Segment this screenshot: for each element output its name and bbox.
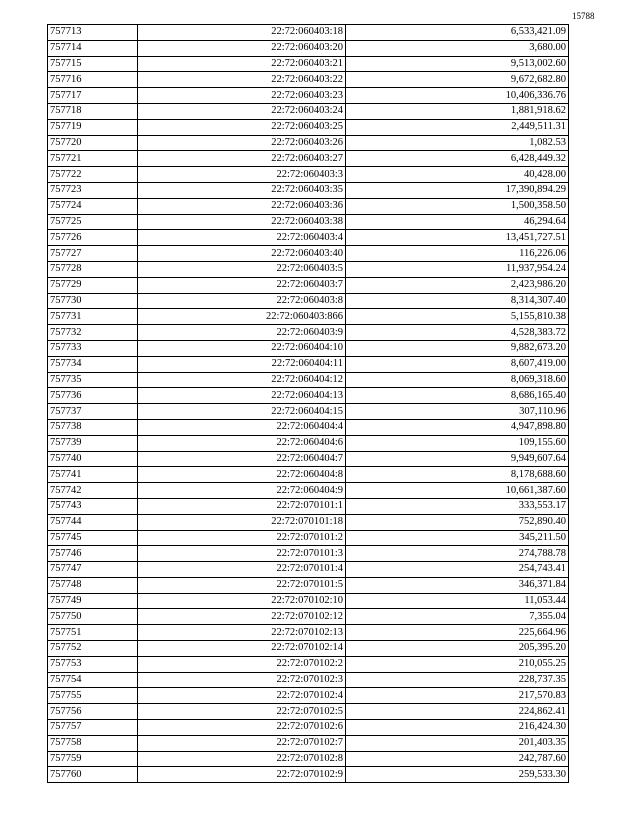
cadastral-value-cell: 333,553.17: [346, 498, 569, 514]
cadastral-value-cell: 1,082.53: [346, 135, 569, 151]
row-number-cell: 757757: [48, 720, 138, 736]
row-number-cell: 757713: [48, 25, 138, 41]
cadastral-value-cell: 307,110.96: [346, 404, 569, 420]
cadastral-value-cell: 46,294.64: [346, 214, 569, 230]
cadastral-value-cell: 10,661,387.60: [346, 483, 569, 499]
row-number-cell: 757741: [48, 467, 138, 483]
table-row: [48, 261, 569, 277]
row-number-cell: 757717: [48, 88, 138, 104]
cadastral-value-cell: 259,533.30: [346, 767, 569, 783]
table-row: [48, 672, 569, 688]
cadastral-number-cell: 22:72:060403:38: [138, 214, 346, 230]
row-number-cell: 757734: [48, 356, 138, 372]
table-row: [48, 119, 569, 135]
cadastral-number-cell: 22:72:060404:9: [138, 483, 346, 499]
cadastral-value-cell: 9,882,673.20: [346, 340, 569, 356]
page-number: 15788: [572, 11, 595, 21]
table-row: [48, 435, 569, 451]
table-row: [48, 483, 569, 499]
cadastral-number-cell: 22:72:070102:9: [138, 767, 346, 783]
cadastral-value-cell: 40,428.00: [346, 167, 569, 183]
row-number-cell: 757738: [48, 419, 138, 435]
cadastral-number-cell: 22:72:060404:8: [138, 467, 346, 483]
table-row: [48, 356, 569, 372]
cadastral-number-cell: 22:72:070101:1: [138, 498, 346, 514]
row-number-cell: 757754: [48, 672, 138, 688]
cadastral-number-cell: 22:72:060403:40: [138, 246, 346, 262]
row-number-cell: 757730: [48, 293, 138, 309]
cadastral-value-table: [47, 24, 569, 783]
cadastral-number-cell: 22:72:070102:7: [138, 735, 346, 751]
row-number-cell: 757740: [48, 451, 138, 467]
table-row: [48, 767, 569, 783]
table-row: [48, 498, 569, 514]
cadastral-number-cell: 22:72:060404:7: [138, 451, 346, 467]
cadastral-number-cell: 22:72:060403:3: [138, 167, 346, 183]
cadastral-number-cell: 22:72:070101:2: [138, 530, 346, 546]
row-number-cell: 757752: [48, 641, 138, 657]
row-number-cell: 757714: [48, 40, 138, 56]
table-row: [48, 40, 569, 56]
table-row: [48, 641, 569, 657]
table-row: [48, 25, 569, 41]
cadastral-value-cell: 201,403.35: [346, 735, 569, 751]
row-number-cell: 757719: [48, 119, 138, 135]
cadastral-value-cell: 346,371.84: [346, 577, 569, 593]
cadastral-value-cell: 254,743.41: [346, 562, 569, 578]
cadastral-number-cell: 22:72:060403:26: [138, 135, 346, 151]
table-row: [48, 214, 569, 230]
row-number-cell: 757728: [48, 261, 138, 277]
cadastral-number-cell: 22:72:060403:9: [138, 325, 346, 341]
cadastral-number-cell: 22:72:060403:8: [138, 293, 346, 309]
row-number-cell: 757742: [48, 483, 138, 499]
row-number-cell: 757735: [48, 372, 138, 388]
cadastral-value-cell: 274,788.78: [346, 546, 569, 562]
cadastral-value-cell: 9,949,607.64: [346, 451, 569, 467]
table-row: [48, 562, 569, 578]
table-row: [48, 688, 569, 704]
cadastral-value-cell: 4,528,383.72: [346, 325, 569, 341]
cadastral-value-cell: 9,513,002.60: [346, 56, 569, 72]
cadastral-value-cell: 10,406,336.76: [346, 88, 569, 104]
row-number-cell: 757751: [48, 625, 138, 641]
cadastral-value-cell: 17,390,894.29: [346, 182, 569, 198]
cadastral-number-cell: 22:72:060403:21: [138, 56, 346, 72]
cadastral-value-cell: 8,069,318.60: [346, 372, 569, 388]
cadastral-value-cell: 224,862.41: [346, 704, 569, 720]
table-row: [48, 182, 569, 198]
cadastral-number-cell: 22:72:060403:4: [138, 230, 346, 246]
cadastral-number-cell: 22:72:070102:4: [138, 688, 346, 704]
row-number-cell: 757753: [48, 656, 138, 672]
table-row: [48, 72, 569, 88]
cadastral-number-cell: 22:72:070101:3: [138, 546, 346, 562]
table-row: [48, 325, 569, 341]
cadastral-value-cell: 752,890.40: [346, 514, 569, 530]
table-row: [48, 404, 569, 420]
cadastral-value-cell: 11,937,954.24: [346, 261, 569, 277]
cadastral-value-cell: 116,226.06: [346, 246, 569, 262]
cadastral-number-cell: 22:72:070102:6: [138, 720, 346, 736]
cadastral-number-cell: 22:72:060403:866: [138, 309, 346, 325]
table-row: [48, 467, 569, 483]
cadastral-number-cell: 22:72:060404:15: [138, 404, 346, 420]
cadastral-value-cell: 13,451,727.51: [346, 230, 569, 246]
row-number-cell: 757756: [48, 704, 138, 720]
table-row: [48, 593, 569, 609]
row-number-cell: 757748: [48, 577, 138, 593]
table-row: [48, 419, 569, 435]
table-row: [48, 720, 569, 736]
cadastral-number-cell: 22:72:070102:12: [138, 609, 346, 625]
row-number-cell: 757731: [48, 309, 138, 325]
table-row: [48, 167, 569, 183]
cadastral-number-cell: 22:72:060404:12: [138, 372, 346, 388]
cadastral-number-cell: 22:72:060404:4: [138, 419, 346, 435]
row-number-cell: 757716: [48, 72, 138, 88]
table-row: [48, 56, 569, 72]
row-number-cell: 757749: [48, 593, 138, 609]
cadastral-number-cell: 22:72:060403:22: [138, 72, 346, 88]
table-row: [48, 135, 569, 151]
table-row: [48, 388, 569, 404]
row-number-cell: 757745: [48, 530, 138, 546]
cadastral-value-cell: 217,570.83: [346, 688, 569, 704]
cadastral-number-cell: 22:72:060403:23: [138, 88, 346, 104]
cadastral-number-cell: 22:72:070101:18: [138, 514, 346, 530]
cadastral-number-cell: 22:72:070102:3: [138, 672, 346, 688]
cadastral-value-cell: 109,155.60: [346, 435, 569, 451]
cadastral-value-cell: 3,680.00: [346, 40, 569, 56]
cadastral-value-cell: 8,686,165.40: [346, 388, 569, 404]
cadastral-value-cell: 345,211.50: [346, 530, 569, 546]
table-row: [48, 372, 569, 388]
cadastral-value-cell: 1,881,918.62: [346, 103, 569, 119]
cadastral-number-cell: 22:72:070101:5: [138, 577, 346, 593]
row-number-cell: 757722: [48, 167, 138, 183]
cadastral-number-cell: 22:72:060403:5: [138, 261, 346, 277]
table-row: [48, 88, 569, 104]
table-row: [48, 151, 569, 167]
cadastral-number-cell: 22:72:060403:7: [138, 277, 346, 293]
row-number-cell: 757720: [48, 135, 138, 151]
table-row: [48, 277, 569, 293]
row-number-cell: 757723: [48, 182, 138, 198]
cadastral-value-cell: 242,787.60: [346, 751, 569, 767]
cadastral-number-cell: 22:72:060403:25: [138, 119, 346, 135]
cadastral-value-cell: 210,055.25: [346, 656, 569, 672]
table-row: [48, 735, 569, 751]
row-number-cell: 757736: [48, 388, 138, 404]
table-row: [48, 340, 569, 356]
row-number-cell: 757759: [48, 751, 138, 767]
table-row: [48, 704, 569, 720]
cadastral-value-cell: 8,178,688.60: [346, 467, 569, 483]
table-row: [48, 230, 569, 246]
table-row: [48, 514, 569, 530]
cadastral-number-cell: 22:72:060403:35: [138, 182, 346, 198]
row-number-cell: 757737: [48, 404, 138, 420]
table-row: [48, 546, 569, 562]
cadastral-number-cell: 22:72:070102:14: [138, 641, 346, 657]
cadastral-value-cell: 6,428,449.32: [346, 151, 569, 167]
cadastral-value-cell: 228,737.35: [346, 672, 569, 688]
row-number-cell: 757747: [48, 562, 138, 578]
cadastral-number-cell: 22:72:070102:8: [138, 751, 346, 767]
row-number-cell: 757721: [48, 151, 138, 167]
table-row: [48, 530, 569, 546]
table-row: [48, 751, 569, 767]
cadastral-value-cell: 8,607,419.00: [346, 356, 569, 372]
cadastral-number-cell: 22:72:060403:24: [138, 103, 346, 119]
table-row: [48, 198, 569, 214]
cadastral-value-cell: 2,423,986.20: [346, 277, 569, 293]
cadastral-value-cell: 225,664.96: [346, 625, 569, 641]
cadastral-value-cell: 7,355.04: [346, 609, 569, 625]
row-number-cell: 757755: [48, 688, 138, 704]
cadastral-value-cell: 2,449,511.31: [346, 119, 569, 135]
cadastral-value-cell: 8,314,307.40: [346, 293, 569, 309]
cadastral-value-cell: 4,947,898.80: [346, 419, 569, 435]
cadastral-value-cell: 5,155,810.38: [346, 309, 569, 325]
table-row: [48, 246, 569, 262]
table-row: [48, 451, 569, 467]
cadastral-value-cell: 11,053.44: [346, 593, 569, 609]
cadastral-number-cell: 22:72:060404:10: [138, 340, 346, 356]
row-number-cell: 757744: [48, 514, 138, 530]
cadastral-number-cell: 22:72:070101:4: [138, 562, 346, 578]
table-body: [48, 25, 569, 783]
row-number-cell: 757739: [48, 435, 138, 451]
row-number-cell: 757715: [48, 56, 138, 72]
row-number-cell: 757732: [48, 325, 138, 341]
cadastral-number-cell: 22:72:060403:36: [138, 198, 346, 214]
table-row: [48, 625, 569, 641]
cadastral-number-cell: 22:72:070102:10: [138, 593, 346, 609]
row-number-cell: 757746: [48, 546, 138, 562]
row-number-cell: 757724: [48, 198, 138, 214]
cadastral-number-cell: 22:72:070102:5: [138, 704, 346, 720]
row-number-cell: 757725: [48, 214, 138, 230]
cadastral-number-cell: 22:72:070102:2: [138, 656, 346, 672]
cadastral-number-cell: 22:72:070102:13: [138, 625, 346, 641]
row-number-cell: 757718: [48, 103, 138, 119]
cadastral-number-cell: 22:72:060404:13: [138, 388, 346, 404]
row-number-cell: 757733: [48, 340, 138, 356]
cadastral-value-cell: 205,395.20: [346, 641, 569, 657]
row-number-cell: 757727: [48, 246, 138, 262]
row-number-cell: 757729: [48, 277, 138, 293]
table-row: [48, 103, 569, 119]
table-row: [48, 577, 569, 593]
cadastral-number-cell: 22:72:060403:18: [138, 25, 346, 41]
cadastral-value-cell: 9,672,682.80: [346, 72, 569, 88]
cadastral-number-cell: 22:72:060404:6: [138, 435, 346, 451]
row-number-cell: 757758: [48, 735, 138, 751]
row-number-cell: 757726: [48, 230, 138, 246]
row-number-cell: 757743: [48, 498, 138, 514]
cadastral-number-cell: 22:72:060404:11: [138, 356, 346, 372]
table-row: [48, 293, 569, 309]
table-row: [48, 609, 569, 625]
table-row: [48, 656, 569, 672]
cadastral-value-cell: 1,500,358.50: [346, 198, 569, 214]
cadastral-value-cell: 6,533,421.09: [346, 25, 569, 41]
table-row: [48, 309, 569, 325]
row-number-cell: 757750: [48, 609, 138, 625]
row-number-cell: 757760: [48, 767, 138, 783]
cadastral-number-cell: 22:72:060403:20: [138, 40, 346, 56]
cadastral-number-cell: 22:72:060403:27: [138, 151, 346, 167]
cadastral-value-cell: 216,424.30: [346, 720, 569, 736]
